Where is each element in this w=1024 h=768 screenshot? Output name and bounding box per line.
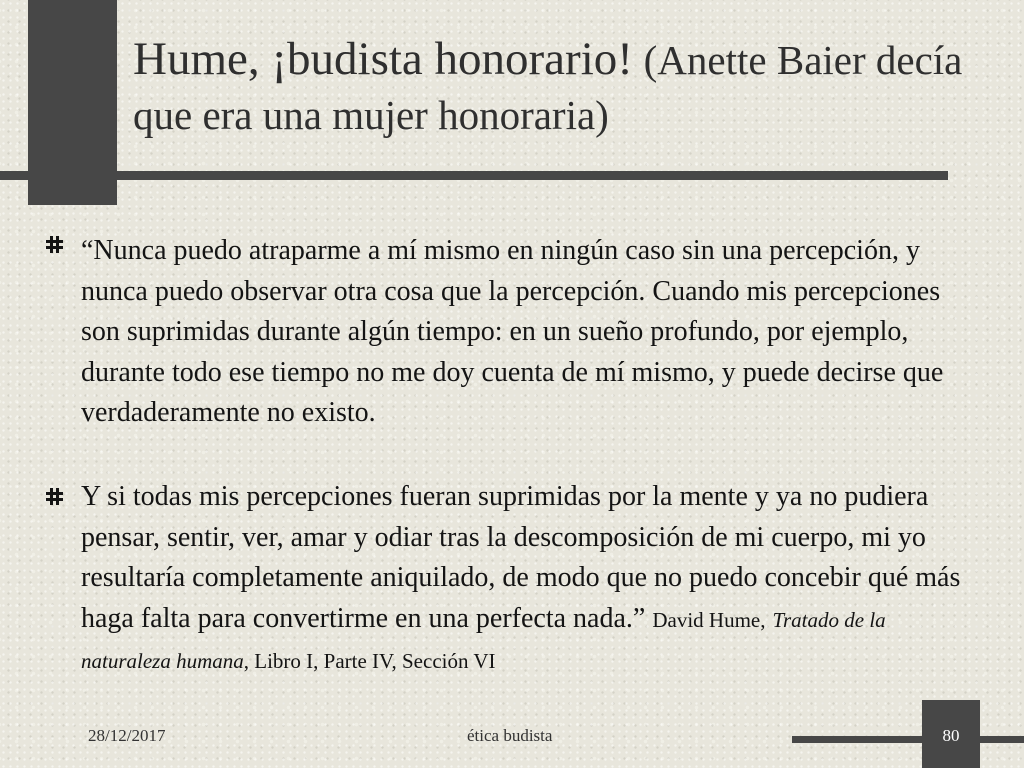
page-number: 80 <box>942 726 960 745</box>
citation-work: Tratado de la naturaleza humana <box>81 607 886 673</box>
citation-author: David Hume, <box>652 607 766 632</box>
slide-title-main: Hume, ¡budista honorario! <box>133 33 633 85</box>
bullet-item <box>46 477 966 681</box>
footer-title: ética budista <box>467 726 553 745</box>
footer-divider <box>792 736 1024 743</box>
bullet-item <box>46 231 966 434</box>
quote-text: Y si todas mis percepciones fueran suprimidas por la mente y ya no pudiera pensar, sentir, ver, amar y odiar tras la descomposición de mi cuerpo, mi yo resultaría completamente aniquilado, de modo que no puedo concebir qué más haga falta para convertirme en una perfecta nada.” <box>81 481 961 634</box>
slide-title-subtitle: (Anette Baier decía que era una mujer honoraria) <box>133 37 963 138</box>
footer-date: 28/12/2017 <box>88 726 166 745</box>
bullet-text: “Nunca puedo atraparme a mí mismo en ningún caso sin una percepción, y nunca puedo observar otra cosa que la percepción. Cuando mis percepciones son suprimidas durante algún tiempo: en un sueño profundo, por ejemplo, durante todo ese tiempo no me doy cuenta de mí mismo, y puede decirse que verdaderamente no existo. <box>81 235 944 428</box>
hash-bullet-icon <box>46 488 63 505</box>
slide-title <box>133 32 993 143</box>
citation-location: , Libro I, Parte IV, Sección VI <box>243 649 496 673</box>
hash-bullet-icon <box>46 236 63 253</box>
bullet-text <box>81 477 966 681</box>
title-divider <box>0 171 948 180</box>
